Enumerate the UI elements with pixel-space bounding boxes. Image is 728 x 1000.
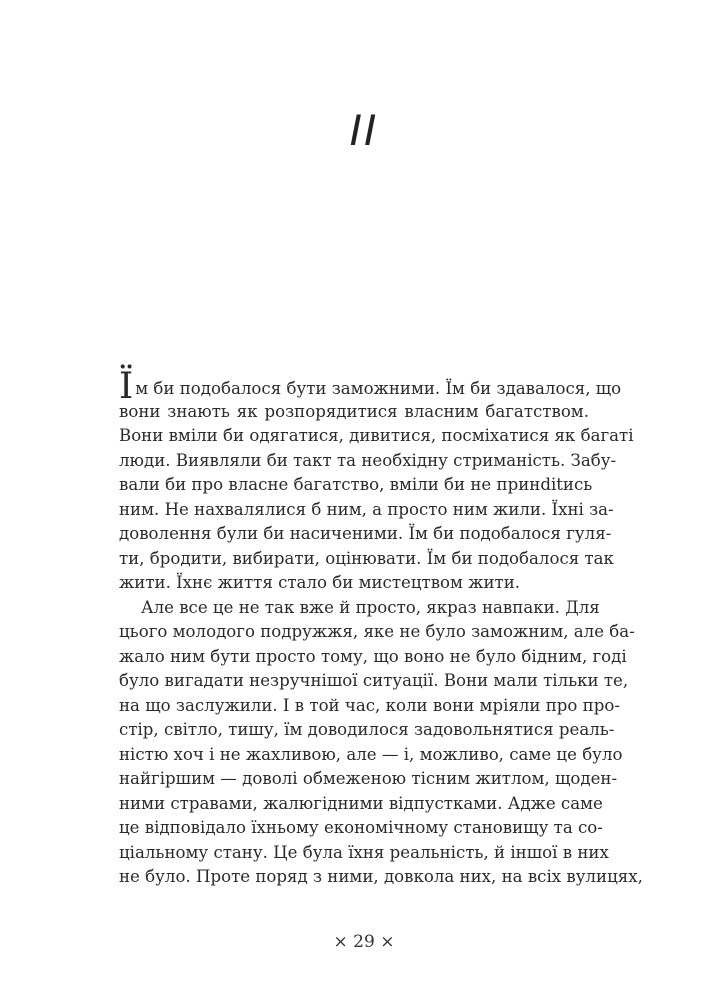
text-line: це відповідало їхньому економічному становищу та со- bbox=[119, 818, 603, 837]
text-line: жити. Їхнє життя стало би мистецтвом жити. bbox=[119, 573, 521, 592]
text-line: Але все це не так вже й просто, якраз навпаки. Для bbox=[141, 597, 600, 617]
line-text: м би подобалося бути заможними. Їм би здавалося, що bbox=[135, 379, 622, 398]
paragraph-1 bbox=[119, 366, 634, 596]
text-line: Вони вміли би одягатися, дивитися, посміхатися як багаті bbox=[119, 426, 634, 445]
text-line: ністю хоч і не жахливою, але — і, можливо, саме це було bbox=[119, 744, 623, 764]
text-line: жало ним бути просто тому, що воно не було бідним, годі bbox=[119, 646, 627, 666]
text-line: вали би про власне багатство, вміли би не принditись bbox=[119, 475, 593, 494]
text-line: ціальному стану. Це була їхня реальність, й іншої в них bbox=[119, 842, 609, 862]
text-line: ним. Не нахвалялися б ним, а просто ним жили. Їхні за- bbox=[119, 499, 614, 519]
text-line: ними стравами, жалюгідними відпустками. Адже саме bbox=[119, 793, 603, 813]
text-line: було вигадати незручнішої ситуації. Вони мали тільки те, bbox=[119, 671, 629, 690]
text-line: цього молодого подружжя, яке не було заможним, але ба- bbox=[119, 622, 635, 641]
paragraph-2 bbox=[119, 596, 643, 890]
chapter-number: II bbox=[349, 106, 379, 155]
text-line: найгіршим — доволі обмеженою тісним житлом, щоден- bbox=[119, 769, 618, 788]
text-line: ти, бродити, вибирати, оцінювати. Їм би подобалося так bbox=[119, 548, 614, 568]
text-line: стір, світло, тишу, їм доводилося задовольнятися реаль- bbox=[119, 720, 615, 739]
text-line: на що заслужили. І в той час, коли вони мріяли про про- bbox=[119, 695, 620, 715]
text-line bbox=[119, 366, 622, 407]
body-text bbox=[119, 366, 643, 890]
page-number: × 29 × bbox=[333, 932, 395, 952]
text-line: вони знають як розпорядитися власним багатством. bbox=[119, 401, 589, 421]
text-line: не було. Проте поряд з ними, довкола них, на всіх вулицях, bbox=[119, 867, 643, 886]
text-line: доволення були би насиченими. Їм би подобалося гуля- bbox=[119, 524, 612, 543]
drop-cap: Ї bbox=[119, 366, 134, 407]
text-line: люди. Виявляли би такт та необхідну стриманість. Забу- bbox=[119, 450, 617, 470]
